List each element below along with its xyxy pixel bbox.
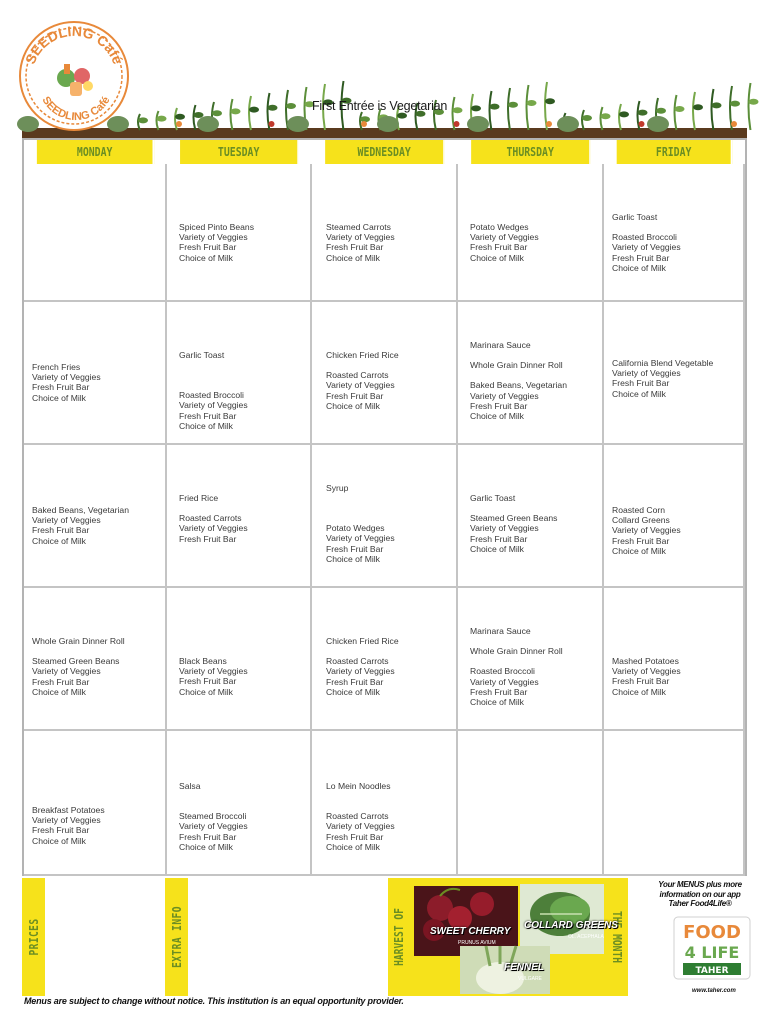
extra-info-tab	[165, 878, 188, 996]
menu-item: Choice of Milk	[612, 262, 666, 273]
seedling-cafe-logo	[18, 20, 130, 132]
menu-item: Salsa	[179, 781, 201, 791]
menu-item: Fresh Fruit Bar	[612, 252, 670, 263]
menu-cell-tuesday	[167, 731, 312, 876]
menu-item: Fresh Fruit Bar	[32, 382, 90, 393]
app-promo-line-1: Your MENUS plus more	[658, 880, 742, 889]
menu-item: Fresh Fruit Bar	[326, 242, 384, 253]
menu-item: Steamed Green Beans	[470, 513, 558, 524]
menu-item: Choice of Milk	[32, 835, 86, 846]
menu-item: Choice of Milk	[326, 400, 380, 411]
menu-item: Choice of Milk	[612, 388, 666, 399]
menu-item: Choice of Milk	[179, 420, 233, 431]
menu-item: Steamed Broccoli	[179, 811, 247, 822]
menu-item: Fresh Fruit Bar	[179, 533, 237, 544]
menu-item: Fresh Fruit Bar	[326, 831, 384, 842]
menu-item: Roasted Broccoli	[612, 232, 677, 243]
menu-item: Chicken Fried Rice	[326, 350, 399, 360]
menu-item: Fresh Fruit Bar	[326, 676, 384, 687]
harvest-right-band	[606, 878, 628, 996]
harvest-of-the-month	[388, 878, 628, 996]
menu-item: Breakfast Potatoes	[32, 805, 105, 815]
menu-item: Variety of Veggies	[470, 390, 539, 401]
taher-brand: TAHER	[695, 966, 729, 976]
menu-item: Choice of Milk	[179, 252, 233, 263]
menu-cell-tuesday	[167, 588, 312, 731]
menu-item: Variety of Veggies	[179, 666, 248, 677]
menu-item: Baked Beans, Vegetarian	[32, 505, 129, 515]
menu-cell-wednesday	[312, 731, 458, 876]
menu-item: Roasted Carrots	[179, 513, 242, 524]
menu-item: Choice of Milk	[470, 252, 524, 263]
menu-cell-monday	[24, 164, 167, 302]
sweet-cherry-label: SWEET CHERRY	[430, 926, 511, 937]
menu-item: Garlic Toast	[179, 350, 225, 360]
menu-cell-thursday	[458, 588, 604, 731]
extra-info-label: EXTRA INFO	[169, 906, 184, 968]
menu-item: Roasted Broccoli	[470, 666, 535, 677]
menu-item: Lo Mein Noodles	[326, 781, 391, 791]
menu-cell-thursday	[458, 731, 604, 876]
menu-item: Collard Greens	[612, 515, 670, 526]
menu-cell-wednesday	[312, 164, 458, 302]
day-header-monday: MONDAY	[37, 140, 154, 164]
menu-item: Spiced Pinto Beans	[179, 222, 255, 232]
day-header-friday: FRIDAY	[617, 140, 733, 164]
app-promo-line-3: Taher Food4Life®	[668, 899, 732, 908]
menu-item: Variety of Veggies	[612, 242, 681, 253]
menu-item: Fresh Fruit Bar	[612, 676, 670, 687]
menu-item: Choice of Milk	[326, 553, 380, 564]
menu-item: Roasted Carrots	[326, 811, 389, 822]
menu-item: California Blend Vegetable	[612, 358, 714, 368]
menu-item: Fresh Fruit Bar	[326, 543, 384, 554]
logo-text-top: SEEDLING Café	[21, 22, 127, 67]
menu-item: Choice of Milk	[470, 543, 524, 554]
menu-item: Fresh Fruit Bar	[32, 825, 90, 836]
menu-item: Variety of Veggies	[470, 232, 539, 243]
menu-item: Whole Grain Dinner Roll	[32, 636, 125, 646]
menu-item: Fresh Fruit Bar	[179, 831, 237, 842]
food4life-word: FOOD	[683, 922, 741, 943]
menu-item: Choice of Milk	[612, 686, 666, 697]
menu-item: Choice of Milk	[32, 392, 86, 403]
menu-item: Choice of Milk	[179, 686, 233, 697]
menu-item: Variety of Veggies	[32, 515, 101, 526]
menu-header	[0, 0, 768, 140]
menu-cell-friday	[604, 164, 745, 302]
collard-greens-latin: OL. ACEPHALA	[568, 934, 604, 940]
menu-item: Potato Wedges	[326, 523, 385, 534]
menu-item: Fresh Fruit Bar	[470, 242, 528, 253]
menu-item: Choice of Milk	[179, 841, 233, 852]
menu-item: Fresh Fruit Bar	[32, 525, 90, 536]
page-subtitle: First Entrée is Vegetarian	[312, 99, 448, 113]
menu-item: Fresh Fruit Bar	[326, 390, 384, 401]
menu-item: Fresh Fruit Bar	[470, 533, 528, 544]
menu-item: Fresh Fruit Bar	[32, 676, 90, 687]
menu-item: Fresh Fruit Bar	[612, 378, 670, 389]
menu-item: Choice of Milk	[470, 697, 524, 708]
menu-item: Variety of Veggies	[179, 821, 248, 832]
menu-item: Marinara Sauce	[470, 340, 531, 350]
menu-item: Variety of Veggies	[32, 666, 101, 677]
menu-cell-monday	[24, 731, 167, 876]
menu-cell-friday	[604, 445, 745, 588]
menu-item: Choice of Milk	[32, 535, 86, 546]
website-link[interactable]: www.taher.com	[692, 988, 736, 994]
day-header-thursday: THURSDAY	[471, 140, 591, 164]
day-header-tuesday: TUESDAY	[180, 140, 299, 164]
harvest-left-label: HARVEST OF	[392, 908, 406, 966]
menu-cell-tuesday	[167, 302, 312, 445]
menu-item: Variety of Veggies	[470, 676, 539, 687]
menu-item: Steamed Carrots	[326, 222, 391, 232]
menu-item: Choice of Milk	[612, 545, 666, 556]
menu-item: Garlic Toast	[612, 212, 658, 222]
menu-cell-thursday	[458, 445, 604, 588]
menu-item: Fried Rice	[179, 493, 219, 503]
harvest-right-label: THE MONTH	[610, 910, 624, 964]
day-header-row	[24, 140, 745, 164]
menu-cell-wednesday	[312, 445, 458, 588]
menu-item: Choice of Milk	[470, 411, 524, 422]
menu-cell-friday	[604, 302, 745, 445]
day-header-wednesday: WEDNESDAY	[325, 140, 445, 164]
menu-grid	[22, 138, 747, 876]
menu-cell-wednesday	[312, 302, 458, 445]
fennel-label: FENNEL	[504, 962, 544, 973]
menu-item: Roasted Corn	[612, 505, 666, 515]
fennel-latin: VULGARE	[518, 976, 542, 982]
app-promo-line-2: information on our app	[659, 889, 741, 899]
menu-item: French Fries	[32, 362, 81, 372]
collard-greens-label: COLLARD GREENS	[524, 920, 618, 931]
menu-item: Variety of Veggies	[326, 666, 395, 677]
menu-item: Variety of Veggies	[612, 666, 681, 677]
menu-item: Variety of Veggies	[326, 533, 395, 544]
menu-item: Baked Beans, Vegetarian	[470, 380, 567, 391]
menu-item: Fresh Fruit Bar	[179, 676, 237, 687]
menu-item: Variety of Veggies	[326, 380, 395, 391]
menu-item: Variety of Veggies	[326, 232, 395, 243]
taher-food4life-promo	[630, 880, 770, 994]
menu-cell-friday	[604, 588, 745, 731]
menu-cell-wednesday	[312, 588, 458, 731]
menu-item: Marinara Sauce	[470, 626, 531, 636]
menu-item: Choice of Milk	[32, 686, 86, 697]
menu-cell-friday	[604, 731, 745, 876]
bottom-info-strip	[22, 878, 747, 998]
menu-item: Choice of Milk	[326, 841, 380, 852]
menu-item: Steamed Green Beans	[32, 656, 120, 667]
menu-cell-monday	[24, 302, 167, 445]
menu-item: Choice of Milk	[326, 252, 380, 263]
menu-cell-thursday	[458, 164, 604, 302]
menu-item: Fresh Fruit Bar	[179, 410, 237, 421]
menu-item: Fresh Fruit Bar	[612, 535, 670, 546]
menu-item: Roasted Carrots	[326, 370, 389, 381]
fennel-card	[460, 946, 550, 994]
menu-item: Variety of Veggies	[470, 523, 539, 534]
menu-cell-monday	[24, 445, 167, 588]
collard-greens-card	[520, 884, 618, 954]
menu-item: Fresh Fruit Bar	[179, 242, 237, 253]
menu-item: Variety of Veggies	[32, 815, 101, 826]
menu-item: Garlic Toast	[470, 493, 516, 503]
menu-item: Roasted Carrots	[326, 656, 389, 667]
menu-item: Potato Wedges	[470, 222, 529, 232]
menu-item: Variety of Veggies	[326, 821, 395, 832]
menu-item: Variety of Veggies	[179, 232, 248, 243]
food4life-logo	[673, 916, 751, 980]
menu-item: Variety of Veggies	[32, 372, 101, 383]
menu-cell-thursday	[458, 302, 604, 445]
menu-item: Choice of Milk	[326, 686, 380, 697]
logo-text-bottom: SEEDLING Café	[39, 94, 113, 124]
menu-item: Fresh Fruit Bar	[470, 400, 528, 411]
menu-item: Syrup	[326, 483, 349, 493]
menu-item: Roasted Broccoli	[179, 390, 244, 401]
menu-item: Whole Grain Dinner Roll	[470, 360, 563, 371]
prices-label: PRICES	[26, 918, 41, 956]
menu-item: Variety of Veggies	[179, 523, 248, 534]
sweet-cherry-latin: PRUNUS AVIUM	[458, 940, 496, 946]
menu-item: Fresh Fruit Bar	[470, 686, 528, 697]
menu-item: Whole Grain Dinner Roll	[470, 646, 563, 657]
menu-cell-tuesday	[167, 164, 312, 302]
harvest-left-band	[388, 878, 410, 996]
menu-item: Black Beans	[179, 656, 227, 666]
prices-tab	[22, 878, 45, 996]
menu-item: Chicken Fried Rice	[326, 636, 399, 646]
menu-item: Mashed Potatoes	[612, 656, 679, 666]
menu-cell-monday	[24, 588, 167, 731]
menu-item: Variety of Veggies	[612, 525, 681, 536]
menu-item: Variety of Veggies	[179, 400, 248, 411]
menu-cell-tuesday	[167, 445, 312, 588]
menu-item: Variety of Veggies	[612, 368, 681, 379]
footer-disclaimer: Menus are subject to change without notice. This institution is an equal opportunity provider.	[24, 996, 404, 1006]
food4life-number: 4 LIFE	[684, 943, 740, 962]
